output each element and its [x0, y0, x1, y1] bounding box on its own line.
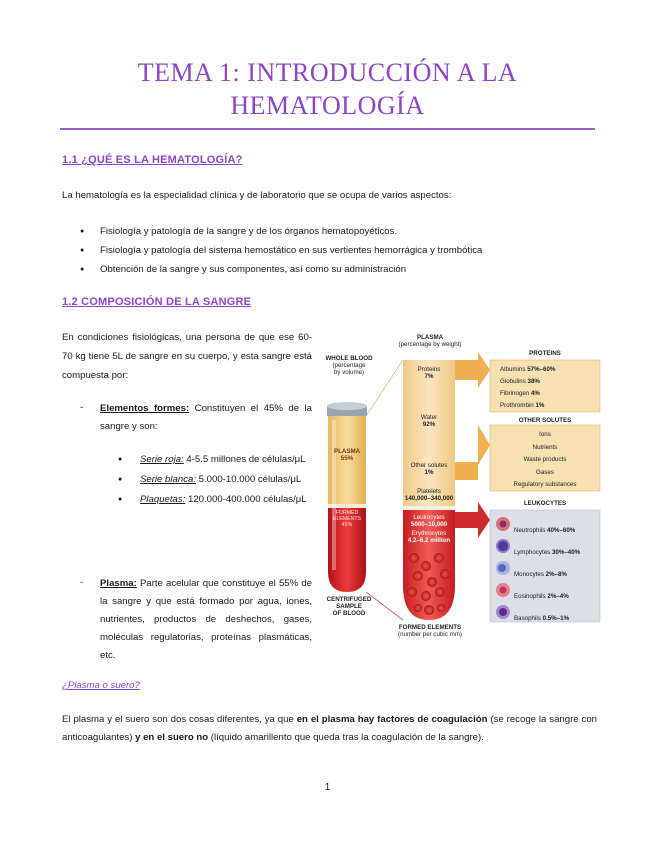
- label-line: ELEMENTS: [333, 516, 361, 522]
- list-item: ● Obtención de la sangre y sus componentes, así como su administración: [80, 260, 600, 279]
- whole-blood-label: [318, 355, 380, 376]
- list-item: Regulatory substances: [513, 481, 577, 488]
- list-item: [118, 471, 312, 488]
- item-pct: 0.5%–1%: [542, 615, 570, 622]
- item-name: Fibrinogen: [500, 390, 530, 397]
- item-name: Lymphocytes: [514, 549, 551, 556]
- list-item: Nutrients: [532, 443, 558, 451]
- list-item: ● Fisiología y patología del sistema hemostático en sus vertientes hemorrágica y trombótica: [80, 241, 600, 260]
- section-heading-1-1: 1.1 ¿QUÉ ES LA HEMATOLOGÍA?: [62, 154, 243, 166]
- proteins-heading: PROTEINS: [529, 350, 561, 357]
- list-item: Gases: [536, 468, 554, 476]
- column-erythrocytes: [400, 530, 458, 544]
- blood-composition-figure: [318, 330, 602, 660]
- label-line: PLASMA: [416, 334, 444, 341]
- label-line: Erythrocytes: [411, 530, 447, 537]
- list-item: [514, 608, 600, 630]
- item-pct: 2%–8%: [545, 571, 567, 578]
- composition-intro: En condiciones fisiológicas, una persona de que ese 60-70 kg tiene 5L de sangre en su cuerpo, y esta sangre está compuesta por:: [62, 332, 312, 381]
- label-line: (percentage by weight): [398, 341, 462, 348]
- plasma-or-serum-heading: ¿Plasma o suero?: [62, 680, 140, 691]
- formed-elements-footer: [388, 624, 472, 638]
- other-solutes-list: [490, 429, 600, 492]
- bold-run: y en el suero no: [135, 732, 209, 743]
- series-value: 120.000-400.000 células/μL: [185, 494, 307, 505]
- item-name: Prothrombin: [500, 402, 534, 409]
- plasma-text: Parte acelular que constituye el 55% de la sangre y que está formado por agua, iones, nutrientes, productos de deshechos, gases, moléculas regulatorias, proteínas plasmáticas, etc.: [100, 578, 312, 661]
- label-line: PLASMA: [333, 448, 361, 455]
- label-line: CENTRIFUGED: [326, 596, 372, 603]
- leukocytes-arrow: [455, 502, 490, 538]
- section-heading-1-2: 1.2 COMPOSICIÓN DE LA SANGRE: [62, 296, 252, 308]
- label-line: (number per cubic mm): [398, 631, 462, 638]
- aspects-list: [80, 222, 600, 279]
- formed-elements-list: [118, 451, 312, 511]
- label-line: 4.2–6.2 million: [407, 537, 451, 544]
- item-name: Eosinophils: [514, 593, 546, 600]
- list-item: [500, 388, 596, 400]
- text-run: El plasma y el suero son dos cosas diferentes, ya que: [62, 714, 297, 725]
- list-item: [118, 451, 312, 468]
- title-divider: [60, 128, 595, 130]
- leukocytes-heading: LEUKOCYTES: [523, 500, 567, 507]
- item-pct: 38%: [527, 378, 540, 385]
- item-pct: 40%–60%: [547, 527, 576, 534]
- item-name: Globulins: [500, 378, 526, 385]
- label-line: 1%: [424, 469, 434, 476]
- column-platelets: [398, 488, 460, 502]
- label-line: Proteins: [417, 366, 441, 373]
- label-line: FORMED: [335, 510, 359, 516]
- label-line: 92%: [422, 421, 436, 428]
- leukocytes-list: [514, 520, 600, 630]
- list-item: [500, 400, 596, 412]
- list-item: Waste products: [523, 456, 567, 463]
- list-dash: -: [80, 402, 84, 413]
- formed-elements-item: [100, 400, 312, 436]
- item-pct: 2%–4%: [547, 593, 569, 600]
- tube-formed-label: [328, 510, 366, 528]
- label-line: 7%: [424, 373, 434, 380]
- item-pct: 30%–40%: [551, 549, 581, 556]
- label-line: Water: [420, 414, 438, 421]
- series-label: Serie blanca:: [140, 474, 196, 485]
- tube-plasma-label: [328, 448, 366, 462]
- list-item: [514, 542, 600, 564]
- column-water: [403, 414, 455, 428]
- label-line: (percentage: [332, 362, 366, 369]
- label-line: 55%: [340, 455, 354, 462]
- list-item: [500, 376, 596, 388]
- item-pct: 1%: [535, 402, 545, 409]
- column-leukocytes: [403, 514, 455, 528]
- solutes-arrow: [455, 425, 490, 480]
- series-label: Plaquetas:: [140, 494, 186, 505]
- label-line: OF BLOOD: [332, 610, 366, 617]
- other-solutes-heading: OTHER SOLUTES: [518, 417, 572, 424]
- list-item: [514, 520, 600, 542]
- item-name: Albumins: [500, 366, 526, 373]
- label-line: WHOLE BLOOD: [325, 355, 373, 362]
- item-name: Monocytes: [514, 571, 544, 578]
- label-line: Other solutes: [410, 462, 448, 469]
- item-pct: 57%–60%: [527, 366, 556, 373]
- plasma-vs-serum-paragraph: [62, 711, 597, 747]
- list-item: [514, 564, 600, 586]
- label-line: FORMED ELEMENTS: [398, 624, 462, 631]
- label-line: Platelets: [417, 488, 441, 495]
- list-item: Ions: [539, 431, 551, 438]
- label-line: SAMPLE: [336, 603, 362, 610]
- test-tube: [327, 402, 367, 592]
- bold-run: en el plasma hay factores de coagulación: [296, 714, 488, 725]
- item-pct: 4%: [530, 390, 540, 397]
- centrifuged-sample-label: [318, 596, 380, 617]
- column-other-solutes: [403, 462, 455, 476]
- item-name: Neutrophils: [514, 527, 546, 534]
- page-number: 1: [324, 782, 331, 793]
- series-value: 5.000-10.000 células/μL: [196, 474, 302, 485]
- list-dash: -: [80, 577, 84, 588]
- list-item: [514, 586, 600, 608]
- plasma-header: [388, 334, 472, 348]
- list-item: ● Fisiología y patología de la sangre y de los órganos hematopoyéticos.: [80, 222, 600, 241]
- list-item: [500, 364, 596, 376]
- label-line: Leukocytes: [413, 514, 445, 521]
- page-title: TEMA 1: INTRODUCCIÓN A LA HEMATOLOGÍA: [137, 58, 518, 120]
- label-line: 45%: [341, 522, 353, 528]
- plasma-label: Plasma:: [100, 578, 137, 589]
- formed-elements-label: Elementos formes:: [100, 403, 190, 414]
- plasma-item: [100, 575, 312, 665]
- proteins-arrow: [455, 352, 490, 388]
- item-name: Basophils: [514, 615, 541, 622]
- series-label: Serie roja:: [140, 454, 184, 465]
- label-line: 140,000–340,000: [404, 495, 454, 502]
- label-line: by volume): [333, 369, 365, 376]
- section-1-1-intro: La hematología es la especialidad clínica y de laboratorio que se ocupa de varios aspectos:: [62, 190, 452, 201]
- label-line: 5000–10,000: [410, 521, 448, 528]
- proteins-list: [500, 364, 596, 412]
- list-item: [118, 491, 312, 508]
- column-proteins: [403, 366, 455, 380]
- text-run: (líquido amarillento que queda tras la coagulación de la sangre).: [208, 732, 484, 743]
- formed-elements-text: Constituyen el 45% de la sangre y son:: [100, 403, 312, 432]
- text-run: (se recoge la sangre con anticoagulantes): [62, 714, 598, 743]
- series-value: 4-5.5 millones de células/μL: [183, 454, 306, 465]
